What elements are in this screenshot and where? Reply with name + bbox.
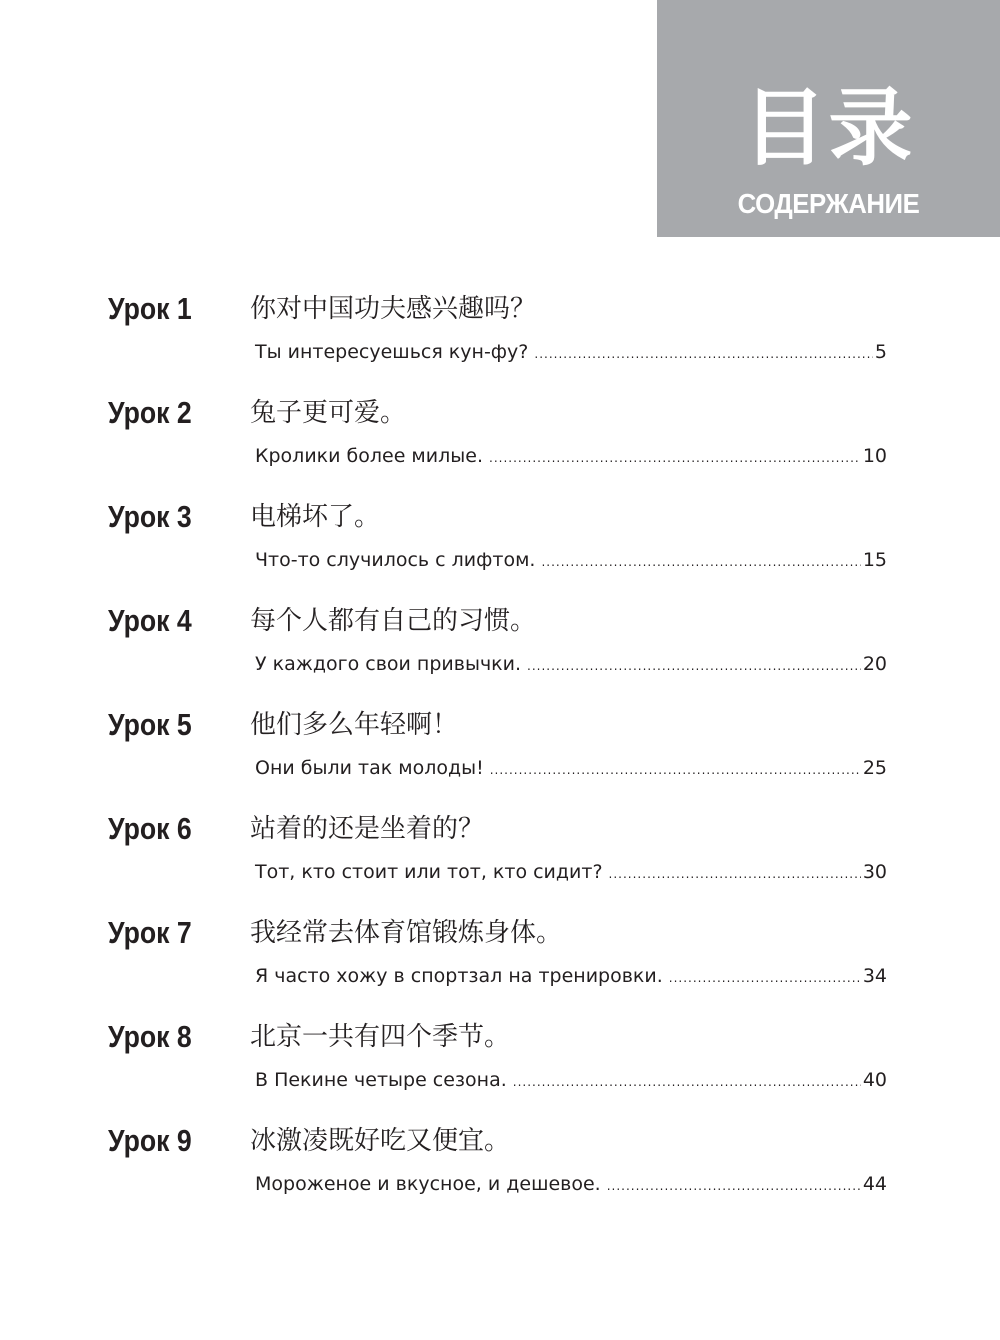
toc-entry-lesson-7[interactable] <box>0 914 1000 1014</box>
lesson-title-chinese: 每个人都有自己的习惯。 <box>250 606 537 636</box>
page-number: 15 <box>862 549 887 571</box>
lesson-title-russian: Что-то случилось с лифтом. <box>255 549 536 571</box>
lesson-title-chinese: 北京一共有四个季节。 <box>250 1022 511 1052</box>
lesson-number: Урок 9 <box>108 1123 192 1158</box>
dot-leader <box>513 1068 861 1096</box>
lesson-title-chinese: 冰激凌既好吃又便宜。 <box>250 1126 511 1156</box>
page-number: 10 <box>862 445 887 467</box>
dot-leader <box>489 444 861 472</box>
contents-title-russian: СОДЕРЖАНИЕ <box>737 188 920 219</box>
dot-leader <box>607 1172 861 1200</box>
lesson-title-chinese: 电梯坏了。 <box>250 502 381 532</box>
lesson-number: Урок 5 <box>108 707 192 742</box>
dot-leader <box>541 548 860 576</box>
lesson-title-line <box>255 442 887 470</box>
lesson-number: Урок 1 <box>108 291 192 326</box>
dot-leader <box>534 340 873 368</box>
lesson-number: Урок 6 <box>108 811 192 846</box>
toc-entry-lesson-8[interactable] <box>0 1018 1000 1118</box>
toc-entry-lesson-4[interactable] <box>0 602 1000 702</box>
lesson-number: Урок 4 <box>108 603 192 638</box>
lesson-number: Урок 2 <box>108 395 192 430</box>
lesson-title-line <box>255 1066 887 1094</box>
lesson-title-russian: У каждого свои привычки. <box>255 653 522 675</box>
lesson-title-russian: Мороженое и вкусное, и дешевое. <box>255 1173 601 1195</box>
toc-entry-lesson-5[interactable] <box>0 706 1000 806</box>
lesson-title-chinese: 我经常去体育馆锻炼身体。 <box>250 918 563 948</box>
lesson-title-line <box>255 546 887 574</box>
toc-entry-lesson-2[interactable] <box>0 394 1000 494</box>
lesson-title-line <box>255 1170 887 1198</box>
dot-leader <box>527 652 861 680</box>
lesson-title-line <box>255 650 887 678</box>
contents-title-chinese: 目录 <box>742 79 915 177</box>
lesson-title-russian: Ты интересуешься кун-фу? <box>255 341 529 363</box>
page-number: 30 <box>862 861 887 883</box>
dot-leader <box>609 860 861 888</box>
lesson-title-russian: В Пекине четыре сезона. <box>255 1069 507 1091</box>
page-number: 25 <box>862 757 887 779</box>
lesson-title-chinese: 你对中国功夫感兴趣吗？ <box>250 294 537 324</box>
lesson-title-russian: Тот, кто стоит или тот, кто сидит? <box>255 861 603 883</box>
page-number: 44 <box>862 1173 887 1195</box>
page-number: 40 <box>862 1069 887 1091</box>
lesson-title-chinese: 他们多么年轻啊！ <box>250 710 459 740</box>
lesson-number: Урок 8 <box>108 1019 192 1054</box>
lesson-title-line <box>255 754 887 782</box>
lesson-title-line <box>255 858 887 886</box>
toc-entry-lesson-3[interactable] <box>0 498 1000 598</box>
toc-entry-lesson-6[interactable] <box>0 810 1000 910</box>
lesson-title-line <box>255 962 887 990</box>
lesson-title-line <box>255 338 887 366</box>
lesson-number: Урок 3 <box>108 499 192 534</box>
page-number: 34 <box>862 965 887 987</box>
lesson-title-chinese: 站着的还是坐着的？ <box>250 814 485 844</box>
lesson-title-russian: Я часто хожу в спортзал на тренировки. <box>255 965 663 987</box>
dot-leader <box>490 756 861 784</box>
lesson-number: Урок 7 <box>108 915 192 950</box>
toc-entry-lesson-1[interactable] <box>0 290 1000 390</box>
page-number: 20 <box>862 653 887 675</box>
toc-entry-lesson-9[interactable] <box>0 1122 1000 1222</box>
page-number: 5 <box>874 341 887 363</box>
lesson-title-russian: Они были так молоды! <box>255 757 484 779</box>
lesson-title-chinese: 兔子更可爱。 <box>250 398 407 428</box>
lesson-title-russian: Кролики более милые. <box>255 445 483 467</box>
dot-leader <box>669 964 861 992</box>
